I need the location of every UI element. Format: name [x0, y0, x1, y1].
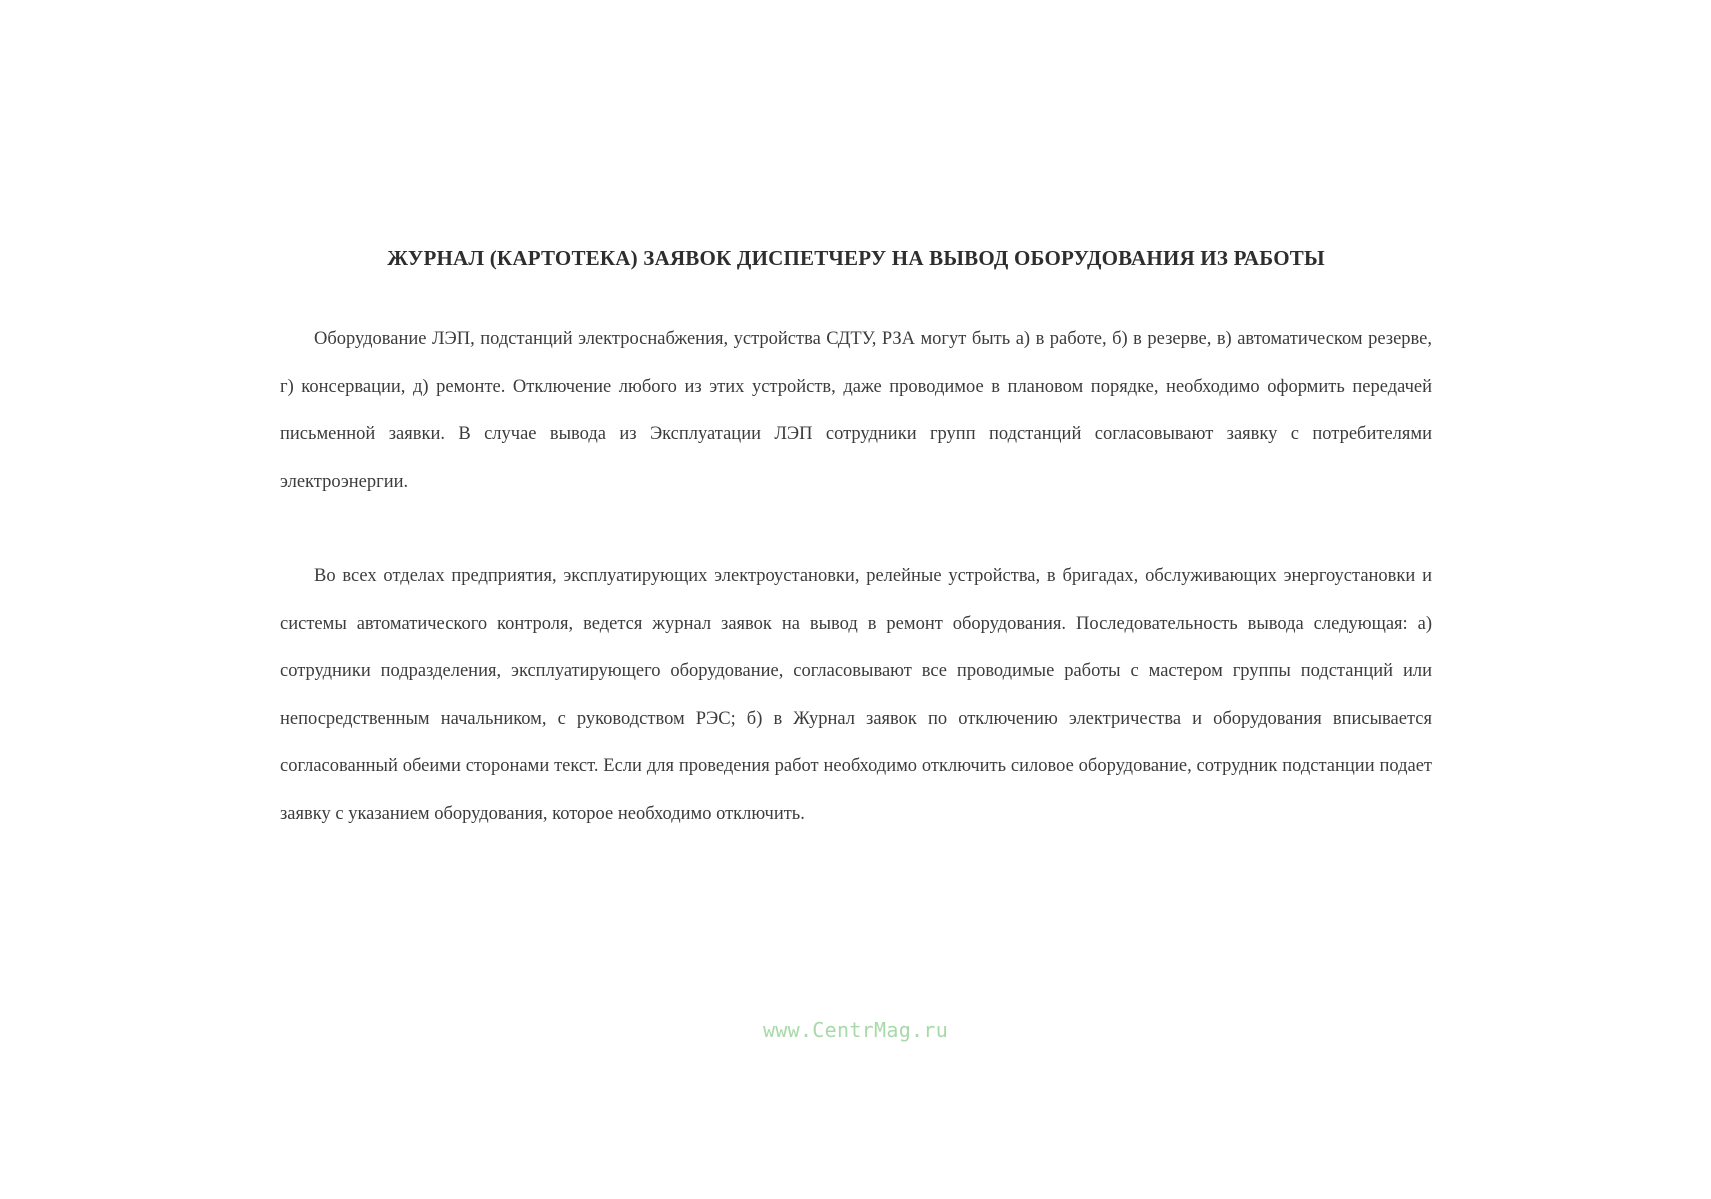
paragraph-request-journal: Во всех отделах предприятия, эксплуатирующих электроустановки, релейные устройства, в бригадах, обслуживающих энергоустановки и системы автоматического контроля, ведется журнал заявок на вывод в ремонт оборудования. Последовательность вывода следующая: а) сотрудники подразделения, эксплуатирующего оборудование, согласовывают все проводимые работы с мастером группы подстанций или непосредственным начальником, с руководством РЭС; б) в Журнал заявок по отключению электричества и оборудования вписывается согласованный обеими сторонами текст. Если для проведения работ необходимо отключить силовое оборудование, сотрудник подстанции подает заявку с указанием оборудования, которое необходимо отключить.: [280, 566, 1432, 824]
paragraph-equipment-states: Оборудование ЛЭП, подстанций электроснабжения, устройства СДТУ, РЗА могут быть а) в работе, б) в резерве, в) автоматическом резерве, г) консервации, д) ремонте. Отключение любого из этих устройств, даже проводимое в плановом порядке, необходимо оформить передачей письменной заявки. В случае вывода из Эксплуатации ЛЭП сотрудники групп подстанций согласовывают заявку с потребителями электроэнергии.: [280, 329, 1432, 492]
watermark-url: www.CentrMag.ru: [762, 1018, 949, 1042]
document-title: ЖУРНАЛ (КАРТОТЕКА) ЗАЯВОК ДИСПЕТЧЕРУ НА ВЫВОД ОБОРУДОВАНИЯ ИЗ РАБОТЫ: [387, 246, 1325, 270]
